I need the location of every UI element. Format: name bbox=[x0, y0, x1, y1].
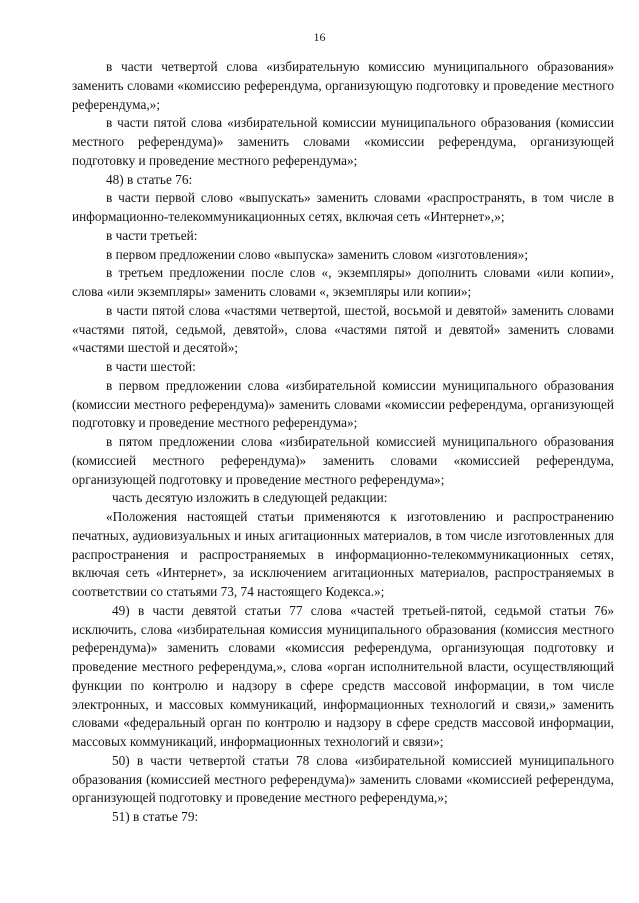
paragraph: в части пятой слова «частями четвертой, шестой, восьмой и девятой» заменить словами «частями пятой, седьмой, девятой», слова «частями пятой и девятой» заменить словами «частями шестой и десятой»; bbox=[72, 302, 614, 356]
quoted-paragraph: «Положения настоящей статьи применяются к изготовлению и распространению печатных, аудиовизуальных и иных агитационных материалов, в том числе изготовленных для распространения и распространяемых в информационно-телекоммуникационных сетях, включая сеть «Интернет», за исключением агитационных материалов, распространяемых в соответствии со статьями 73, 74 настоящего Кодекса.»; bbox=[72, 509, 614, 599]
paragraph: 49) в части девятой статьи 77 слова «частей третьей-пятой, седьмой статьи 76» исключить, слова «избирательная комиссия муниципального образования (комиссия местного референдума)» заменить словами «комиссия референдума, организующая подготовку и проведение местного референдума,», слова «орган исполнительной власти, осуществляющий функции по контролю и надзору в сфере средств массовой информации, в том числе электронных, и массовых коммуникаций, информационных технологий и связи,» заменить словами «федеральный орган по контролю и надзору в сфере средств массовой информации, массовых коммуникаций, информационных технологий и связи»; bbox=[72, 602, 614, 749]
paragraph: в третьем предложении после слов «, экземпляры» дополнить словами «или копии», слова «или экземпляры» заменить словами «, экземпляры или копии»; bbox=[72, 265, 614, 299]
document-body bbox=[72, 58, 614, 827]
paragraph: в части четвертой слова «избирательную комиссию муниципального образования» заменить словами «комиссию референдума, организующую подготовку и проведение местного референдума,»; bbox=[72, 59, 614, 112]
paragraph: в части третьей: bbox=[106, 227, 198, 243]
page-number: 16 bbox=[313, 30, 326, 44]
paragraph: в части первой слово «выпускать» заменить словами «распространять, в том числе в информационно-телекоммуникационных сетях, включая сеть «Интернет»,»; bbox=[72, 190, 614, 224]
paragraph: в первом предложении слово «выпуска» заменить словом «изготовления»; bbox=[106, 246, 529, 262]
paragraph: 48) в статье 76: bbox=[106, 171, 193, 187]
paragraph: в пятом предложении слова «избирательной комиссией муниципального образования (комиссией местного референдума)» заменить словами «комиссией референдума, организующей подготовку и проведение местного референдума»; bbox=[72, 434, 614, 487]
paragraph: 51) в статье 79: bbox=[112, 809, 199, 824]
paragraph: 50) в части четвертой статьи 78 слова «избирательной комиссией муниципального образования (комиссией местного референдума)» заменить словами «комиссией референдума, организующей подготовку и проведение местного референдума,»; bbox=[72, 752, 614, 806]
paragraph: в части шестой: bbox=[106, 359, 196, 374]
paragraph: часть десятую изложить в следующей редакции: bbox=[112, 490, 388, 506]
paragraph: в первом предложении слова «избирательной комиссии муниципального образования (комиссии местного референдума)» заменить словами «комиссии референдума, организующей подготовку и проведение местного референдума»; bbox=[72, 377, 614, 431]
paragraph: в части пятой слова «избирательной комиссии муниципального образования (комиссии местного референдума)» заменить словами «комиссии референдума, организующей подготовку и проведение местного референдума»; bbox=[72, 115, 614, 168]
